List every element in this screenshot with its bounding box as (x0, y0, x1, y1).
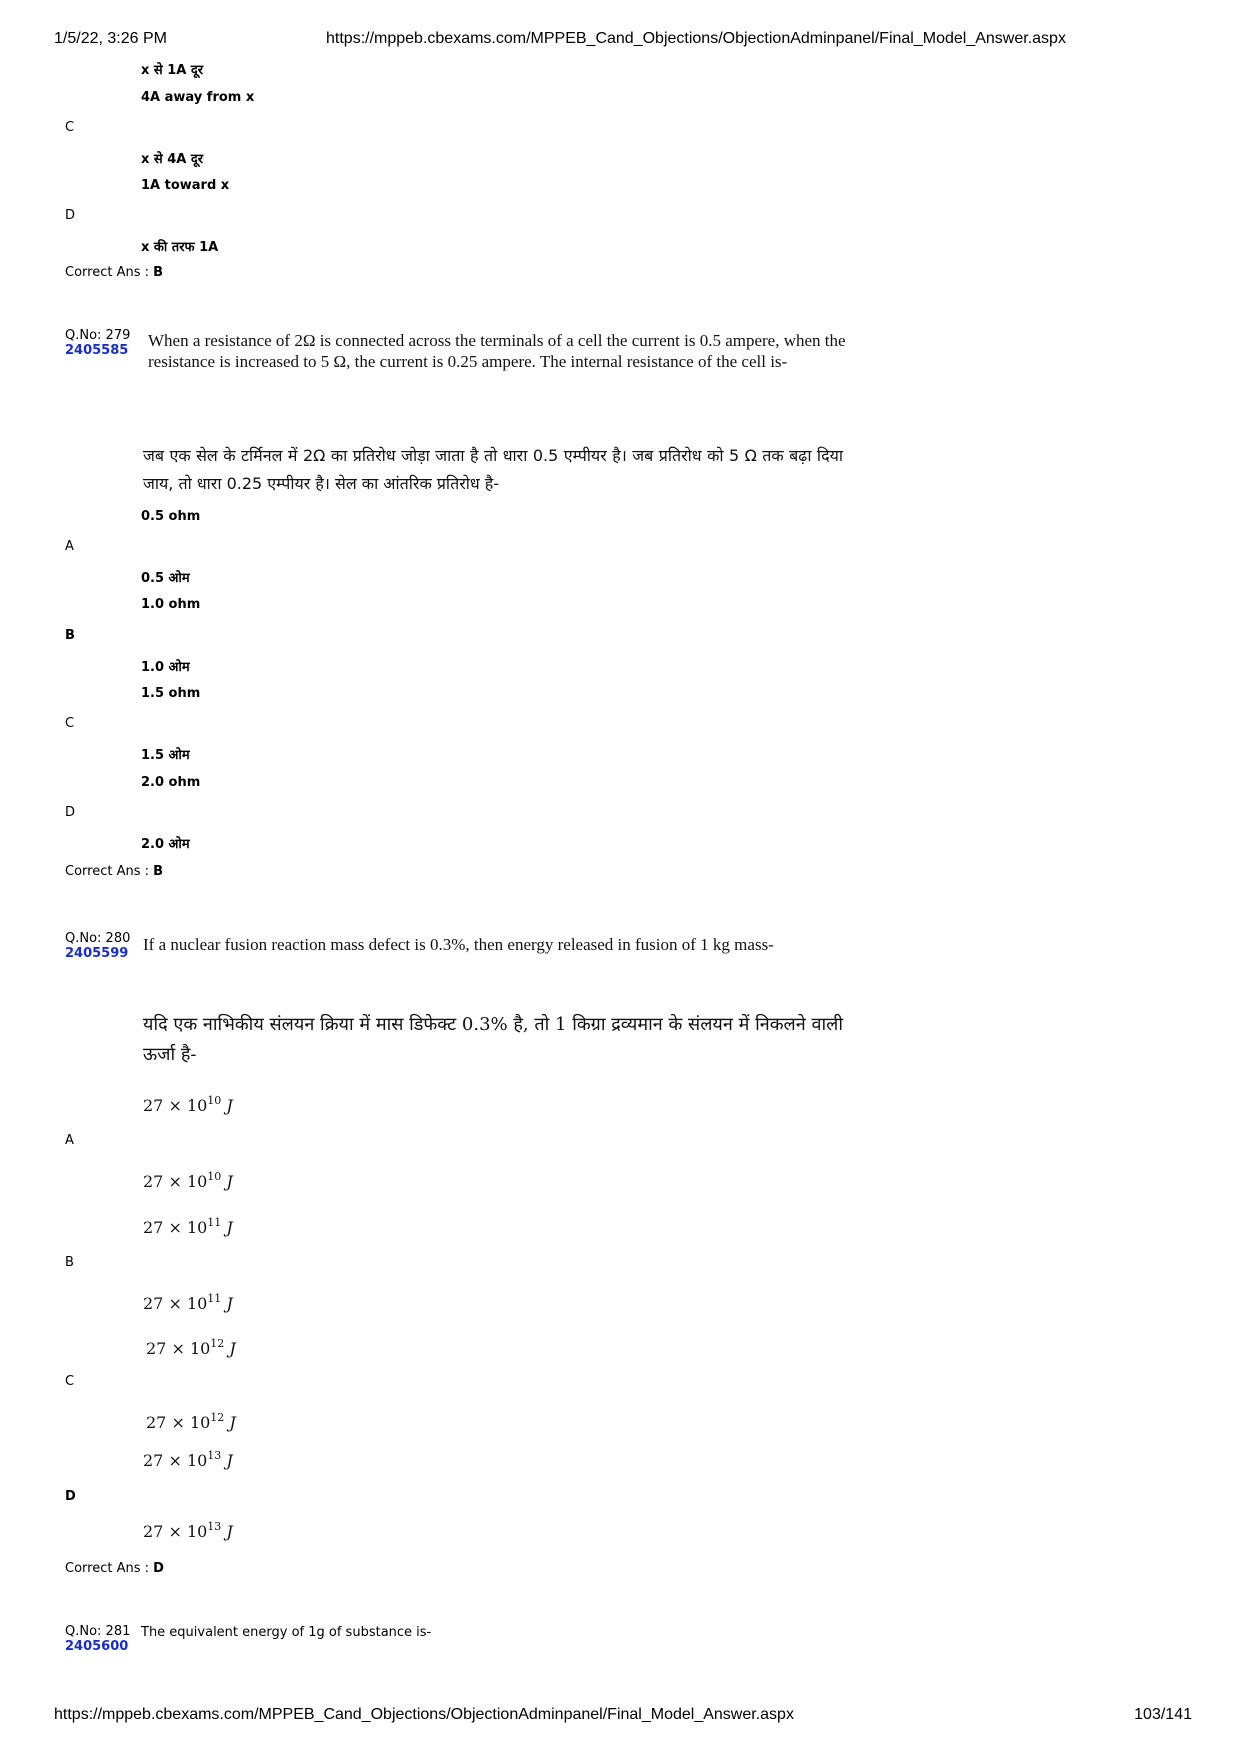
correct-answer-label: Correct Ans : (65, 265, 149, 280)
option-c-english: 1.5 ohm (141, 686, 201, 701)
question-text-english: The equivalent energy of 1g of substance is- (141, 1625, 432, 1640)
option-a-english: $27 \times 10^{10}$ J (143, 1094, 233, 1115)
option-c-english: 4A away from x (141, 90, 255, 105)
correct-answer-value: B (153, 265, 164, 280)
print-datetime: 1/5/22, 3:26 PM (54, 30, 167, 47)
option-letter-c: C (65, 1374, 75, 1389)
option-letter-c: C (65, 120, 75, 135)
option-letter-b: B (65, 628, 75, 643)
option-d-english: 1A toward x (141, 178, 230, 193)
correct-answer-value: D (153, 1561, 164, 1576)
option-letter-d: D (65, 208, 76, 223)
question-id: 2405600 (65, 1639, 129, 1654)
question-number: Q.No: 280 (65, 931, 131, 946)
option-d-hindi: 2.0 ओम (141, 837, 190, 852)
option-c-hindi: $27 \times 10^{12}$ J (146, 1411, 236, 1432)
option-a-hindi: $27 \times 10^{10}$ J (143, 1170, 233, 1191)
option-d-english: $27 \times 10^{13}$ J (143, 1449, 233, 1470)
option-d-hindi: x की तरफ 1A (141, 240, 219, 255)
correct-answer (65, 1561, 164, 1576)
option-letter-c: C (65, 716, 75, 731)
option-c-hindi: x से 4A दूर (141, 152, 204, 167)
option-letter-b: B (65, 1255, 74, 1270)
correct-answer-label: Correct Ans : (65, 1561, 149, 1576)
option-letter-d: D (65, 805, 76, 820)
question-number: Q.No: 281 (65, 1624, 131, 1639)
page-number: 103/141 (1134, 1706, 1192, 1723)
option-c-hindi: 1.5 ओम (141, 748, 190, 763)
option-d-hindi: $27 \times 10^{13}$ J (143, 1520, 233, 1541)
correct-answer-label: Correct Ans : (65, 864, 149, 879)
correct-answer (65, 265, 163, 280)
footer-url: https://mppeb.cbexams.com/MPPEB_Cand_Objections/ObjectionAdminpanel/Final_Model_Answer.aspx (54, 1706, 794, 1723)
option-letter-a: A (65, 1133, 74, 1148)
option-a-english: 0.5 ohm (141, 509, 201, 524)
option-letter-d: D (65, 1489, 76, 1504)
correct-answer (65, 864, 163, 879)
question-text-hindi: यदि एक नाभिकीय संलयन क्रिया में मास डिफेक्ट 0.3% है, तो 1 किग्रा द्रव्यमान के संलयन में निकलने वाली ऊर्जा है- (143, 1014, 843, 1065)
option-a-hindi: 0.5 ओम (141, 571, 190, 586)
option-letter-a: A (65, 539, 74, 554)
option-b-hindi: $27 \times 10^{11}$ J (143, 1292, 233, 1313)
option-b-hindi: x से 1A दूर (141, 63, 204, 78)
correct-answer-value: B (153, 864, 164, 879)
option-d-english: 2.0 ohm (141, 775, 201, 790)
question-number: Q.No: 279 (65, 328, 131, 343)
option-b-hindi: 1.0 ओम (141, 660, 190, 675)
question-text-english: When a resistance of 2Ω is connected across the terminals of a cell the current is 0.5 ampere, when the resistance is increased to 5 Ω, the current is 0.25 ampere. The internal resistance of the cell is- (148, 331, 846, 371)
question-text-english: If a nuclear fusion reaction mass defect is 0.3%, then energy released in fusion of 1 kg mass- (143, 935, 774, 954)
print-url: https://mppeb.cbexams.com/MPPEB_Cand_Objections/ObjectionAdminpanel/Final_Model_Answer.aspx (326, 30, 1066, 47)
question-text-hindi: जब एक सेल के टर्मिनल में 2Ω का प्रतिरोध जोड़ा जाता है तो धारा 0.5 एम्पीयर है। जब प्रतिरोध को 5 Ω तक बढ़ा दिया जाय, तो धारा 0.25 एम्पीयर है। सेल का आंतरिक प्रतिरोध है- (143, 446, 843, 493)
option-b-english: $27 \times 10^{11}$ J (143, 1216, 233, 1237)
option-c-english: $27 \times 10^{12}$ J (146, 1337, 236, 1358)
option-b-english: 1.0 ohm (141, 597, 201, 612)
question-id: 2405599 (65, 946, 129, 961)
question-id: 2405585 (65, 343, 129, 358)
